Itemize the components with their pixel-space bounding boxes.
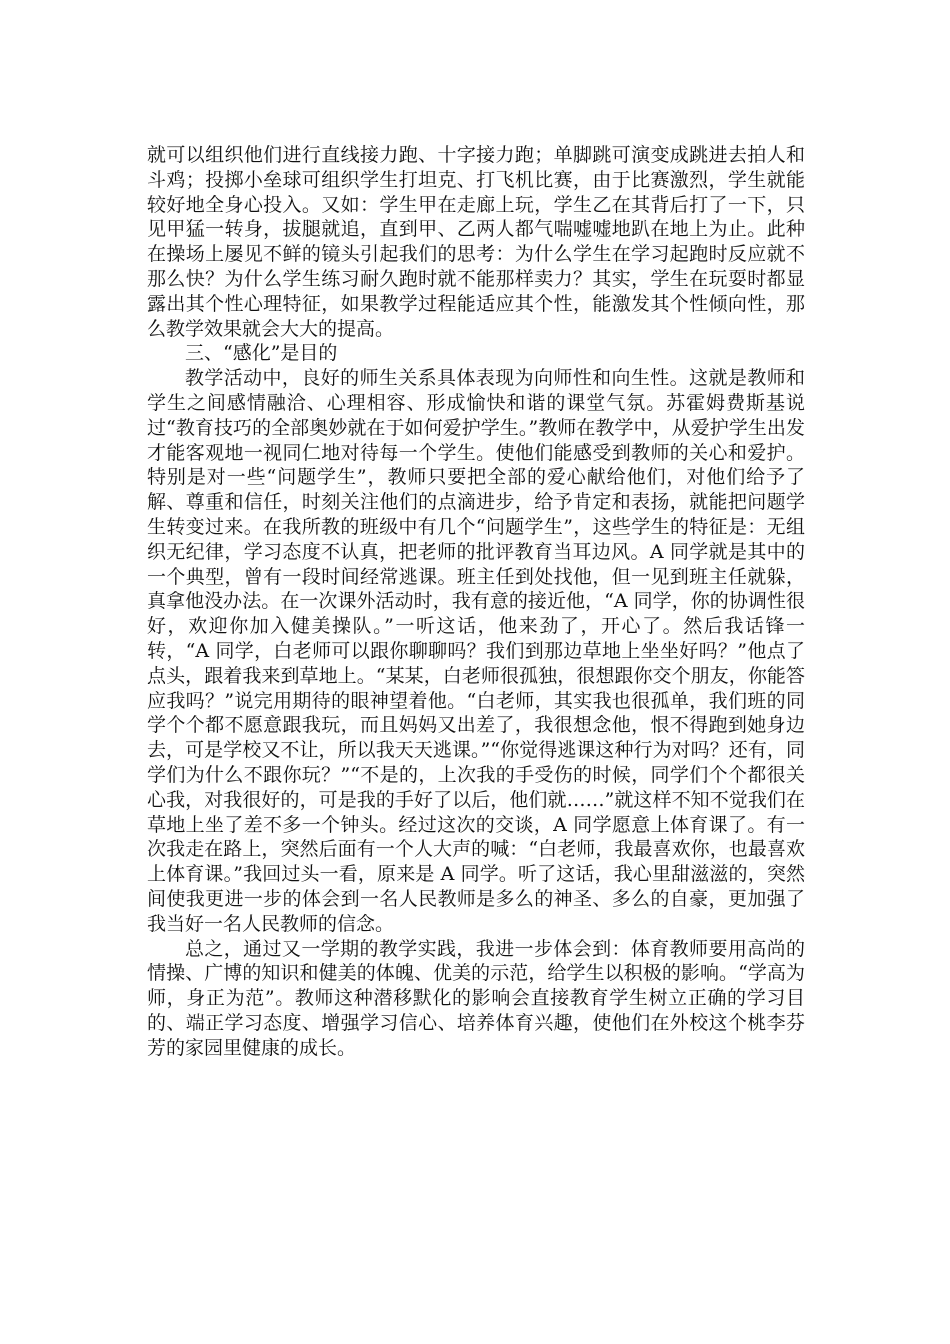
document-page [147,143,805,1060]
paragraph-body: 教学活动中，良好的师生关系具体表现为向师性和向生性。这就是教师和学生之间感情融洽、心理相容、形成愉快和谐的课堂气氛。苏霍姆费斯基说过“教育技巧的全部奥妙就在于如何爱护学生。”教师在教学中，从爱护学生出发才能客观地一视同仁地对待每一个学生。使他们能感受到教师的关心和爱护。特别是对一些“问题学生”，教师只要把全部的爱心献给他们，对他们给予了解、尊重和信任，时刻关注他们的点滴进步，给予肯定和表扬，就能把问题学生转变过来。在我所教的班级中有几个“问题学生”，这些学生的特征是：无组织无纪律，学习态度不认真，把老师的批评教育当耳边风。A 同学就是其中的一个典型，曾有一段时间经常逃课。班主任到处找他，但一见到班主任就躲，真拿他没办法。在一次课外活动时，我有意的接近他，“A 同学，你的协调性很好，欢迎你加入健美操队。”一听这话，他来劲了，开心了。然后我话锋一转，“A 同学，白老师可以跟你聊聊吗？我们到那边草地上坐坐好吗？”他点了点头，跟着我来到草地上。“某某，白老师很孤独，很想跟你交个朋友，你能答应我吗？”说完用期待的眼神望着他。“白老师，其实我也很孤单，我们班的同学个个都不愿意跟我玩，而且妈妈又出差了，我很想念他，恨不得跑到她身边去，可是学校又不让，所以我天天逃课。”“你觉得逃课这种行为对吗？还有，同学们为什么不跟你玩？”“不是的，上次我的手受伤的时候，同学们个个都很关心我，对我很好的，可是我的手好了以后，他们就……”就这样不知不觉我们在草地上坐了差不多一个钟头。经过这次的交谈，A 同学愿意上体育课了。有一次我走在路上，突然后面有一个人大声的喊：“白老师，我最喜欢你，也最喜欢上体育课。”我回过头一看，原来是 A 同学。听了这话，我心里甜滋滋的，突然间使我更进一步的体会到一名人民教师是多么的神圣、多么的自豪，更加强了我当好一名人民教师的信念。 [147,367,805,935]
section-heading: 三、“感化”是目的 [185,342,338,365]
paragraph-continued: 就可以组织他们进行直线接力跑、十字接力跑；单脚跳可演变成跳进去拍人和斗鸡；投掷小垒球可组织学生打坦克、打飞机比赛，由于比赛激烈，学生就能较好地全身心投入。又如：学生甲在走廊上玩，学生乙在其背后打了一下，只见甲猛一转身，拔腿就追，直到甲、乙两人都气喘嘘嘘地趴在地上为止。此种在操场上屡见不鲜的镜头引起我们的思考：为什么学生在学习起跑时反应就不那么快？为什么学生练习耐久跑时就不能那样卖力？其实，学生在玩耍时都显露出其个性心理特征，如果教学过程能适应其个性，能激发其个性倾向性，那么教学效果就会大大的提高。 [147,144,805,340]
paragraph-conclusion: 总之，通过又一学期的教学实践，我进一步体会到：体育教师要用高尚的情操、广博的知识和健美的体魄、优美的示范，给学生以积极的影响。“学高为师，身正为范”。教师这种潜移默化的影响会直接教育学生树立正确的学习目的、端正学习态度、增强学习信心、培养体育兴趣，使他们在外校这个桃李芬芳的家园里健康的成长。 [147,937,805,1059]
